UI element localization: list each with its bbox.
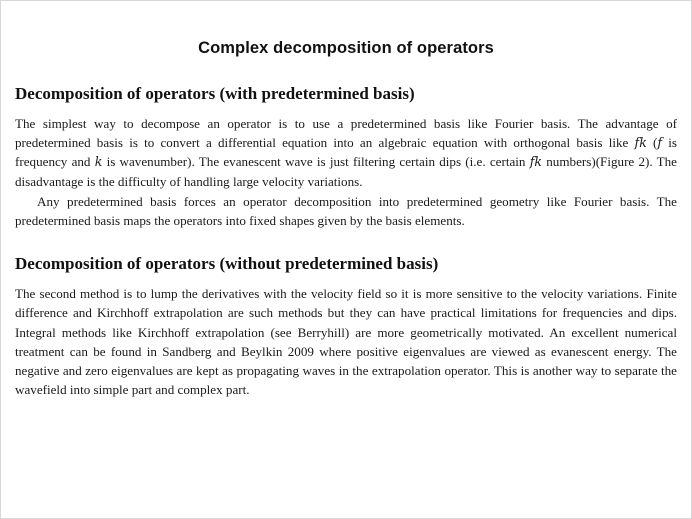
paragraph-predetermined-basis-2: Any predetermined basis forces an operator decomposition into predetermined geometry like Fourier basis. The predetermined basis maps the operators into fixed shapes given by the basis elements.	[15, 193, 677, 229]
math-symbol: f	[657, 135, 663, 151]
paragraph-predetermined-basis-1: The simplest way to decompose an operator is to use a predetermined basis like Fourier basis. The advantage of predetermined basis is to convert a differential equation into an algebraic equation with orthogonal basis like fk (f is frequency and k is wavenumber). The evanescent wave is just filtering certain dips (i.e. certain fk numbers)(Figure 2). The disadvantage is the difficulty of handling large velocity variations.	[15, 116, 677, 189]
section-heading-predetermined-basis: Decomposition of operators (with predetermined basis)	[15, 84, 415, 103]
paragraph-without-predetermined-basis-1: The second method is to lump the derivatives with the velocity field so it is more sensitive to the velocity variations. Finite difference and Kirchhoff extrapolation are such methods but they can have practical limitations for frequencies and dips. Integral methods like Kirchhoff extrapolation (see Berryhill) are more geometrically motivated. An excellent numerical treatment can be found in Sandberg and Beylkin 2009 where positive eigenvalues are viewed as evanescent energy. The negative and zero eigenvalues are kept as propagating waves in the extrapolation operator. This is another way to separate the wavefield into simple part and complex part.	[15, 286, 677, 398]
section-heading-without-predetermined-basis: Decomposition of operators (without predetermined basis)	[15, 254, 439, 274]
math-symbol: fk	[529, 154, 543, 170]
math-symbol: k	[94, 154, 103, 170]
math-symbol: fk	[634, 135, 647, 151]
page-title: Complex decomposition of operators	[198, 39, 494, 57]
